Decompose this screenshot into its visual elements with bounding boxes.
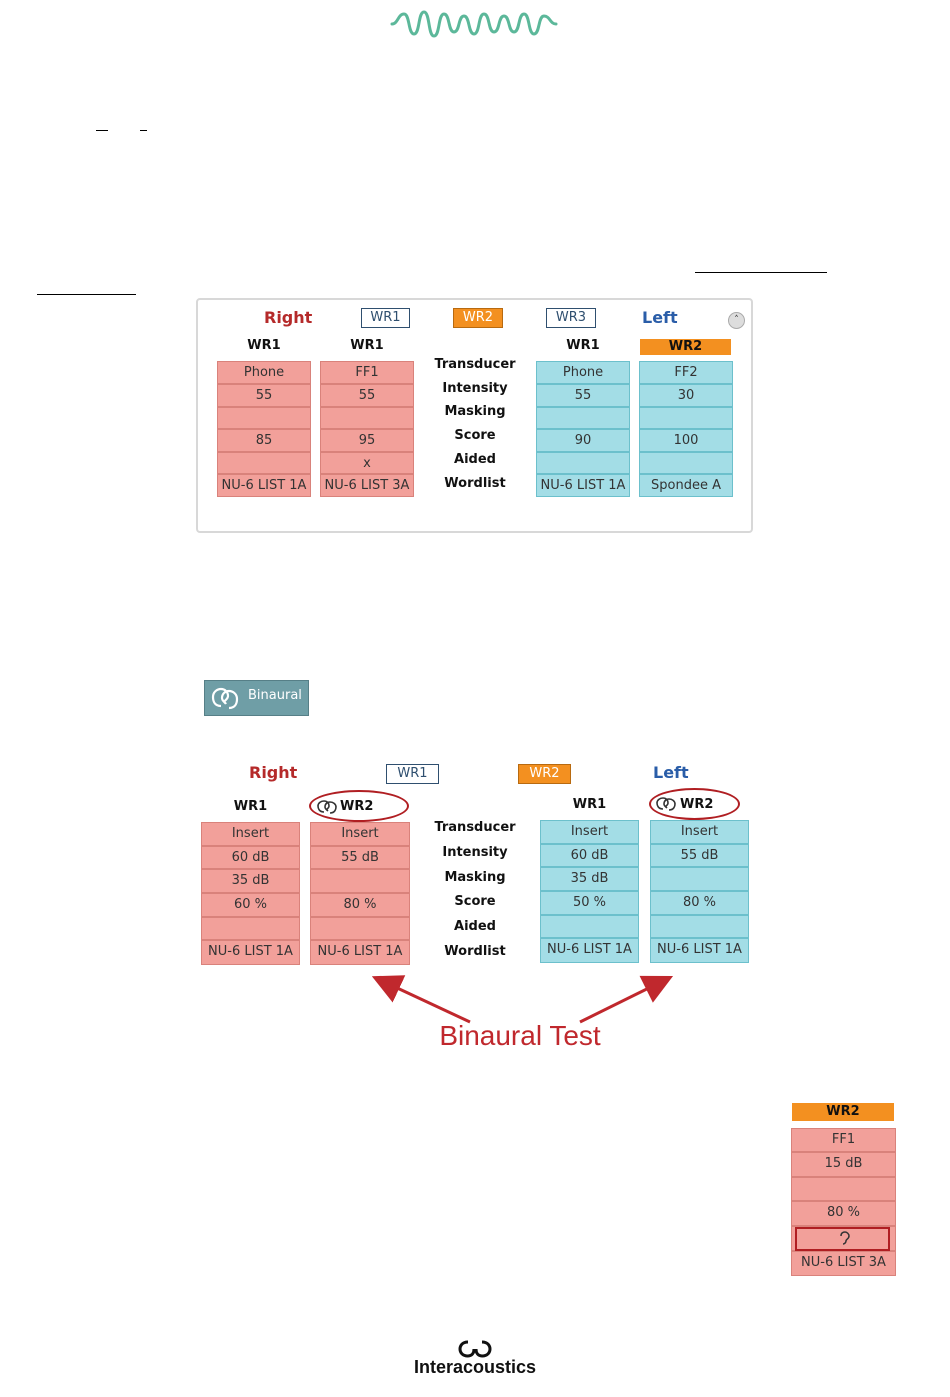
cell-intensity[interactable]: 55 dB bbox=[310, 846, 410, 869]
left-ear-label: Left bbox=[653, 763, 689, 782]
cell-intensity[interactable]: 55 bbox=[217, 384, 311, 407]
column-header: WR1 bbox=[233, 799, 268, 814]
cell-score[interactable]: 80 % bbox=[791, 1201, 896, 1226]
cell-transducer[interactable]: FF1 bbox=[791, 1128, 896, 1152]
row-label-transducer: Transducer bbox=[434, 820, 516, 835]
binaural-button[interactable] bbox=[204, 680, 309, 716]
cell-wordlist[interactable]: NU-6 LIST 3A bbox=[320, 474, 414, 497]
cell-score[interactable]: 50 % bbox=[540, 891, 639, 915]
binaural-test-annotation: Binaural Test bbox=[439, 1020, 601, 1051]
right-ear-label: Right bbox=[249, 763, 298, 782]
column-header: WR2 bbox=[680, 797, 714, 812]
row-label-aided: Aided bbox=[454, 919, 496, 934]
tab-wr3[interactable]: WR3 bbox=[546, 308, 596, 328]
cell-score[interactable]: 80 % bbox=[310, 893, 410, 917]
interacoustics-logo-text: Interacoustics bbox=[413, 1357, 537, 1377]
cell-intensity[interactable]: 55 bbox=[536, 384, 630, 407]
cell-masking[interactable]: 35 dB bbox=[201, 869, 300, 893]
column-header-active[interactable]: WR2 bbox=[640, 339, 731, 355]
cell-transducer[interactable]: Insert bbox=[540, 820, 639, 844]
cell-masking[interactable] bbox=[639, 407, 733, 429]
left-ear-label: Left bbox=[642, 308, 678, 327]
row-label-transducer: Transducer bbox=[434, 357, 516, 372]
tab-wr2[interactable]: WR2 bbox=[518, 764, 571, 784]
cell-aided[interactable] bbox=[310, 917, 410, 940]
cell-wordlist[interactable]: NU-6 LIST 1A bbox=[540, 938, 639, 963]
tab-wr2[interactable]: WR2 bbox=[453, 308, 503, 328]
cell-transducer[interactable]: Insert bbox=[310, 822, 410, 846]
cell-intensity[interactable]: 55 dB bbox=[650, 844, 749, 867]
row-label-score: Score bbox=[454, 428, 496, 443]
cell-intensity[interactable]: 60 dB bbox=[540, 844, 639, 867]
cell-masking[interactable] bbox=[217, 407, 311, 429]
cell-aided[interactable] bbox=[201, 917, 300, 940]
underline-mark bbox=[37, 294, 136, 295]
cell-score[interactable]: 100 bbox=[639, 429, 733, 452]
interacoustics-logo-icon bbox=[458, 1340, 492, 1358]
cell-wordlist[interactable]: NU-6 LIST 1A bbox=[217, 474, 311, 497]
cell-wordlist[interactable]: NU-6 LIST 1A bbox=[310, 940, 410, 965]
column-header: WR1 bbox=[566, 338, 600, 353]
row-label-wordlist: Wordlist bbox=[444, 476, 506, 491]
cell-aided[interactable] bbox=[639, 452, 733, 474]
cell-aided[interactable] bbox=[217, 452, 311, 474]
column-header: WR1 bbox=[572, 797, 607, 812]
row-label-intensity: Intensity bbox=[442, 381, 508, 396]
cell-aided[interactable] bbox=[540, 915, 639, 938]
row-label-wordlist: Wordlist bbox=[444, 944, 506, 959]
cell-transducer[interactable]: Insert bbox=[650, 820, 749, 844]
binaural-ears-icon bbox=[316, 799, 338, 815]
row-label-aided: Aided bbox=[454, 452, 496, 467]
row-label-masking: Masking bbox=[444, 404, 506, 419]
cell-masking[interactable] bbox=[791, 1177, 896, 1201]
cell-intensity[interactable]: 30 bbox=[639, 384, 733, 407]
cell-aided[interactable]: x bbox=[320, 452, 414, 474]
column-header: WR1 bbox=[247, 338, 281, 353]
binaural-button-label: Binaural bbox=[248, 688, 302, 703]
cell-wordlist[interactable]: NU-6 LIST 1A bbox=[201, 940, 300, 965]
cell-score[interactable]: 60 % bbox=[201, 893, 300, 917]
cell-masking[interactable]: 35 dB bbox=[540, 867, 639, 891]
cell-masking[interactable] bbox=[536, 407, 630, 429]
row-label-score: Score bbox=[454, 894, 496, 909]
underline-mark bbox=[96, 130, 108, 131]
column-header: WR2 bbox=[340, 799, 374, 814]
cell-masking[interactable] bbox=[650, 867, 749, 891]
cell-wordlist[interactable]: NU-6 LIST 3A bbox=[791, 1251, 896, 1276]
cell-aided[interactable] bbox=[536, 452, 630, 474]
cell-wordlist[interactable]: Spondee A bbox=[639, 474, 733, 497]
collapse-icon[interactable]: ˄ bbox=[728, 312, 745, 329]
cell-score[interactable]: 90 bbox=[536, 429, 630, 452]
right-ear-label: Right bbox=[264, 308, 313, 327]
cell-wordlist[interactable]: NU-6 LIST 1A bbox=[650, 938, 749, 963]
cell-transducer[interactable]: Phone bbox=[536, 361, 630, 384]
wave-logo bbox=[390, 8, 560, 40]
cell-score[interactable]: 80 % bbox=[650, 891, 749, 915]
cell-masking[interactable] bbox=[310, 869, 410, 893]
underline-mark bbox=[140, 130, 147, 131]
column-header-active[interactable]: WR2 bbox=[792, 1103, 894, 1121]
cell-transducer[interactable]: FF2 bbox=[639, 361, 733, 384]
cell-aided[interactable] bbox=[650, 915, 749, 938]
row-label-masking: Masking bbox=[444, 870, 506, 885]
cell-transducer[interactable]: Phone bbox=[217, 361, 311, 384]
tab-wr1[interactable]: WR1 bbox=[386, 764, 439, 784]
cell-transducer[interactable]: Insert bbox=[201, 822, 300, 846]
underline-mark bbox=[695, 272, 827, 273]
binaural-ears-icon bbox=[209, 686, 241, 712]
cell-intensity[interactable]: 60 dB bbox=[201, 846, 300, 869]
column-header: WR1 bbox=[350, 338, 384, 353]
binaural-ears-icon bbox=[655, 796, 677, 812]
cell-intensity[interactable]: 15 dB bbox=[791, 1152, 896, 1177]
cell-wordlist[interactable]: NU-6 LIST 1A bbox=[536, 474, 630, 497]
cell-score[interactable]: 95 bbox=[320, 429, 414, 452]
cell-intensity[interactable]: 55 bbox=[320, 384, 414, 407]
aided-highlight-box bbox=[795, 1227, 890, 1251]
tab-wr1[interactable]: WR1 bbox=[361, 308, 410, 328]
row-label-intensity: Intensity bbox=[442, 845, 508, 860]
cell-score[interactable]: 85 bbox=[217, 429, 311, 452]
cell-transducer[interactable]: FF1 bbox=[320, 361, 414, 384]
cell-masking[interactable] bbox=[320, 407, 414, 429]
